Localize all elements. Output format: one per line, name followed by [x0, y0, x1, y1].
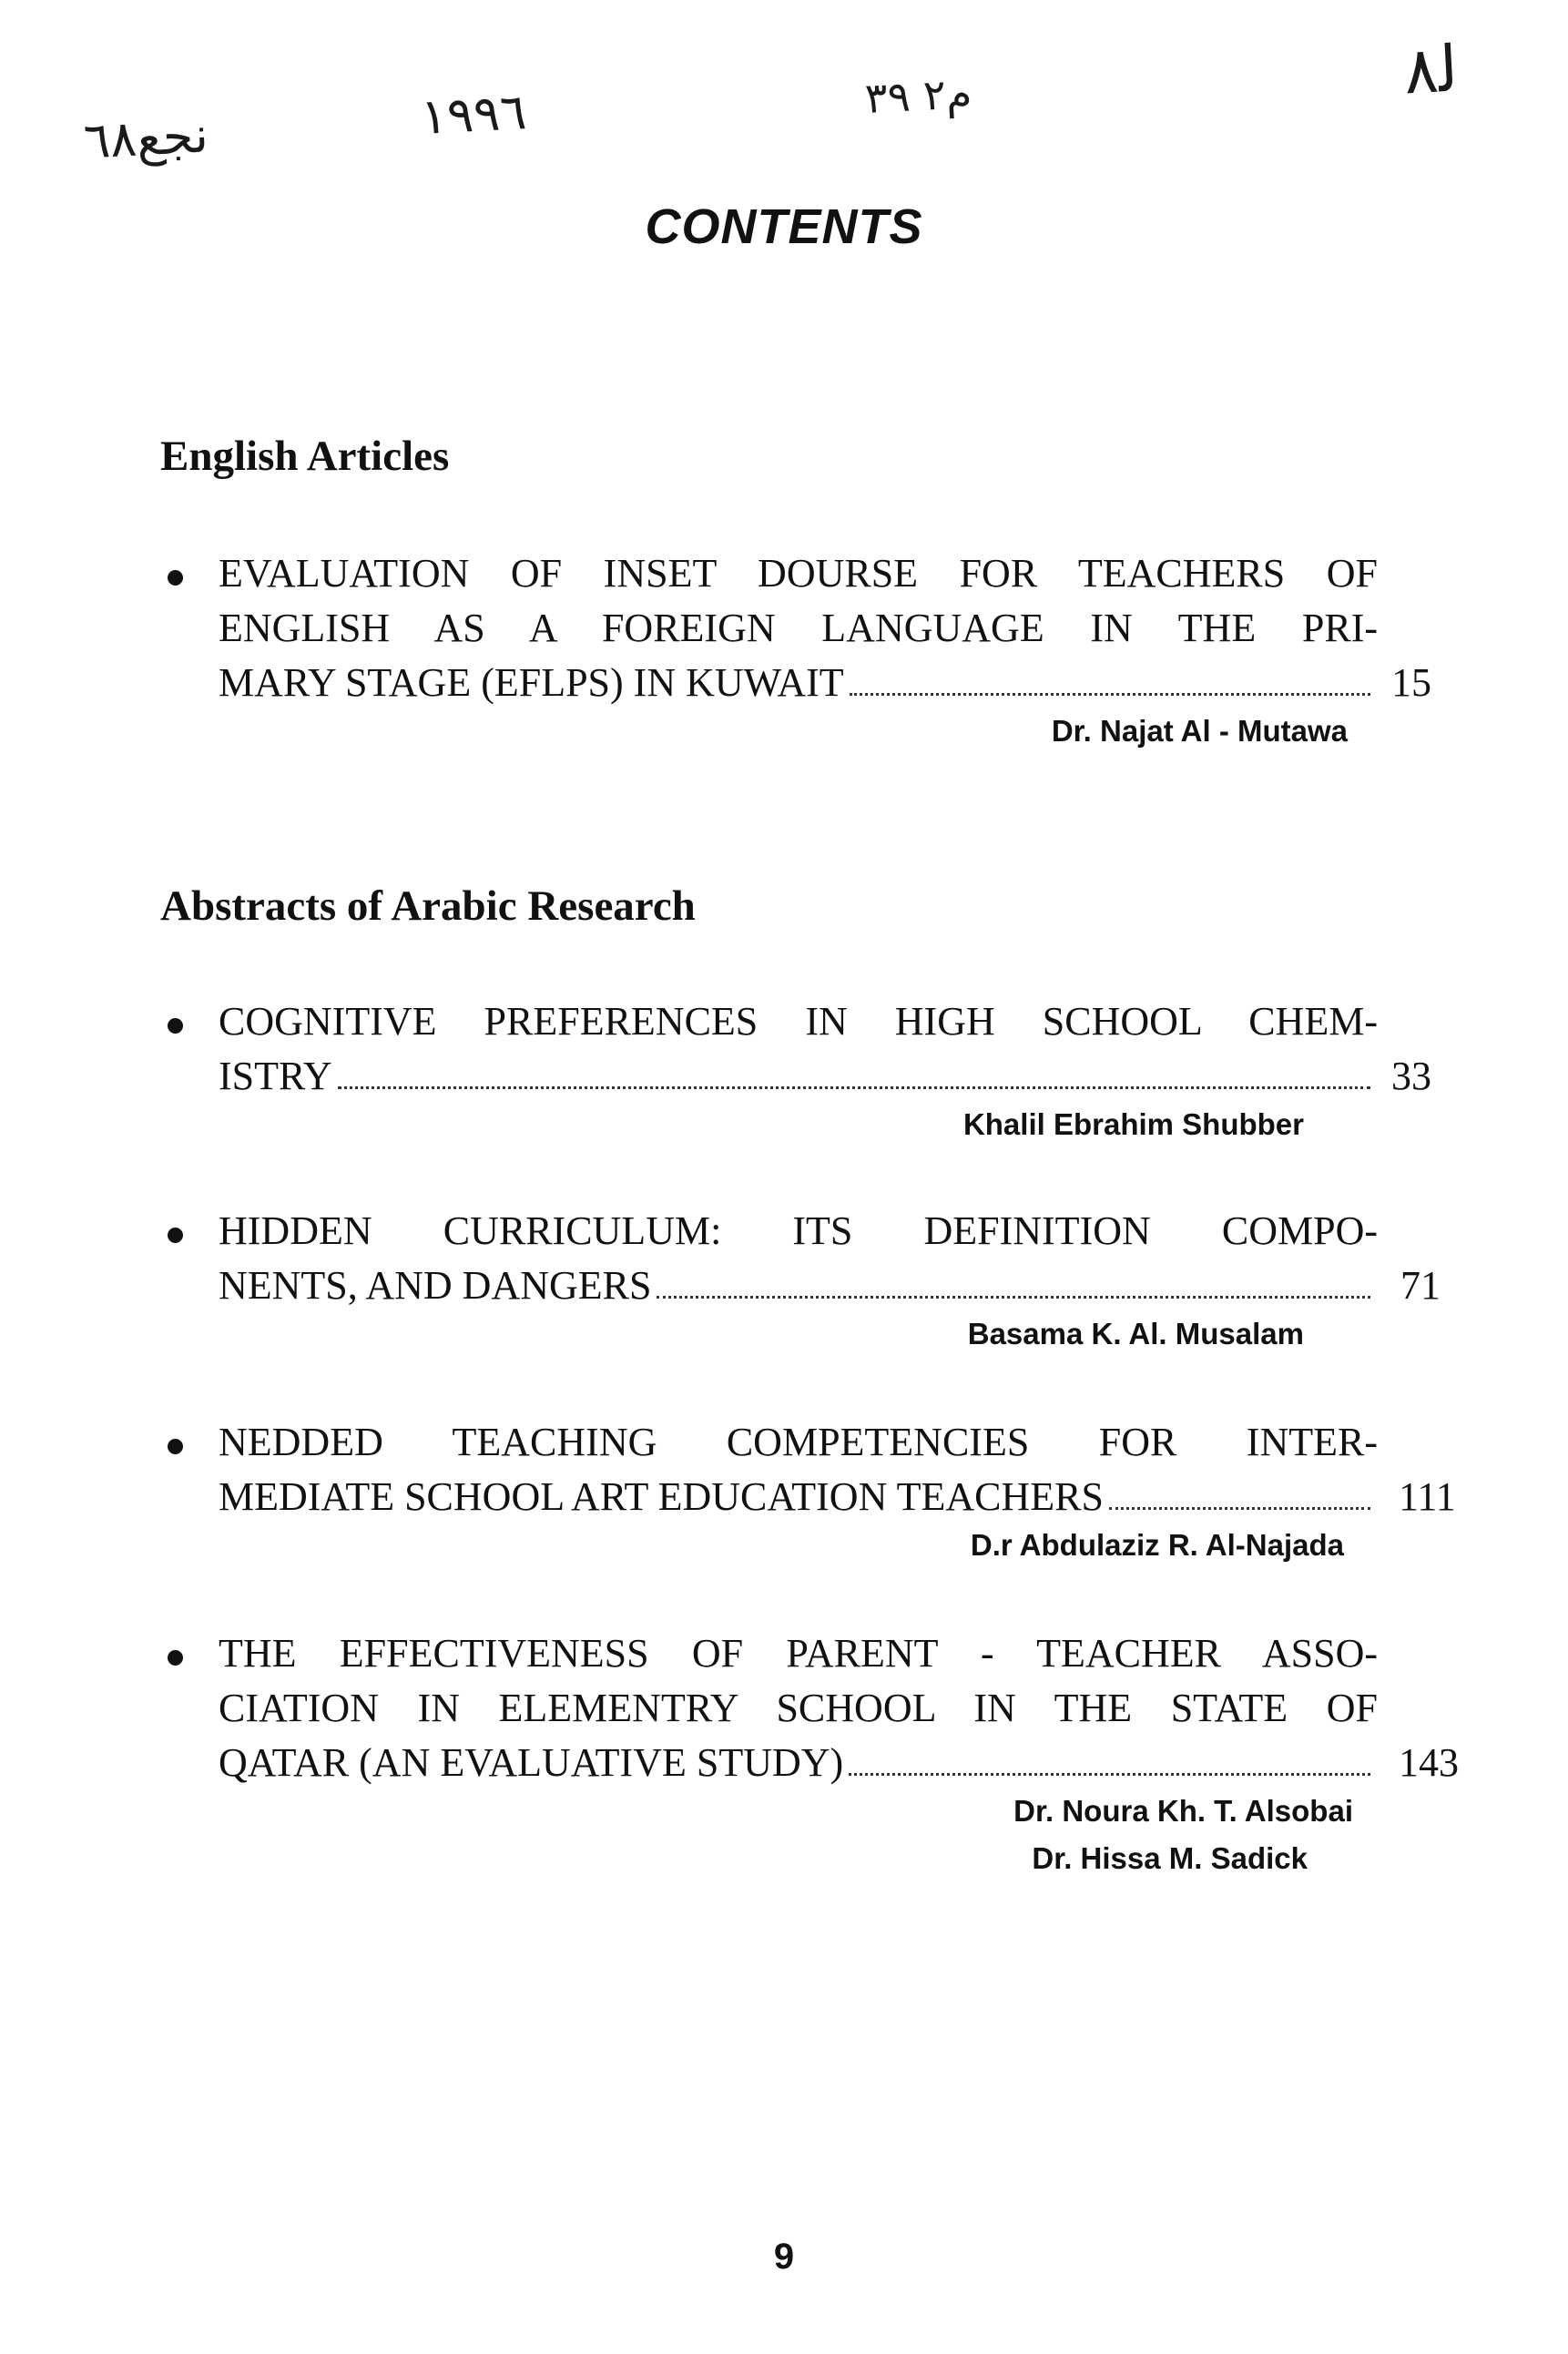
handwritten-note-corner: ﻟ٨ [1401, 31, 1461, 109]
dot-leader [338, 1086, 1370, 1089]
entry-title-text: NENTS, AND DANGERS [219, 1263, 652, 1308]
dot-leader [657, 1296, 1370, 1299]
entry-title-last-line [219, 1736, 1378, 1790]
entry-title-text: MARY STAGE (EFLPS) IN KUWAIT [219, 660, 844, 705]
entry-title-text: ISTRY [219, 1054, 332, 1098]
toc-entry-3 [160, 1204, 1471, 1359]
dot-leader [849, 1773, 1370, 1776]
dot-leader [1109, 1507, 1370, 1510]
entry-title-last-line [219, 1049, 1378, 1104]
page-number: 9 [773, 2237, 795, 2277]
handwritten-note-year: ١٩٩٦ [419, 83, 528, 146]
bullet-icon [168, 1439, 183, 1454]
entry-page-number: 15 [1391, 660, 1431, 705]
entry-page-number: 71 [1400, 1263, 1441, 1308]
entry-author: Khalil Ebrahim Shubber [962, 1107, 1304, 1141]
bullet-icon [168, 1018, 183, 1034]
toc-entry-1 [160, 546, 1471, 756]
page-title: CONTENTS [645, 199, 923, 254]
bullet-icon [168, 1228, 183, 1243]
entry-title-text: QATAR (AN EVALUATIVE STUDY) [219, 1740, 844, 1785]
entry-title-line: CIATION IN ELEMENTRY SCHOOL IN THE STATE OF [219, 1686, 1378, 1730]
entry-title-last-line [219, 1470, 1378, 1524]
entry-author: Dr. Hissa M. Sadick [1032, 1841, 1308, 1875]
entry-author: Dr. Najat Al - Mutawa [1051, 714, 1348, 748]
entry-title-last-line [219, 656, 1378, 710]
entry-title-line: COGNITIVE PREFERENCES IN HIGH SCHOOL CHEM- [219, 999, 1378, 1044]
entry-title-last-line [219, 1259, 1378, 1313]
entry-title-line: HIDDEN CURRICULUM: ITS DEFINITION COMPO- [219, 1208, 1378, 1253]
dot-leader [850, 693, 1370, 696]
entry-author: Dr. Noura Kh. T. Alsobai [1013, 1794, 1353, 1828]
handwritten-note-left: ﻧﺠﻊ٦٨ [82, 106, 210, 170]
entry-page-number: 111 [1399, 1474, 1456, 1519]
bullet-icon [168, 1650, 183, 1666]
entry-title-line: EVALUATION OF INSET DOURSE FOR TEACHERS OF [219, 551, 1378, 596]
entry-title-line: NEDDED TEACHING COMPETENCIES FOR INTER- [219, 1420, 1378, 1464]
entry-page-number: 143 [1399, 1740, 1459, 1785]
entry-title-text: MEDIATE SCHOOL ART EDUCATION TEACHERS [219, 1474, 1104, 1519]
toc-entry-2 [160, 994, 1471, 1149]
toc-entry-4 [160, 1415, 1471, 1570]
entry-title-line: ENGLISH AS A FOREIGN LANGUAGE IN THE PRI- [219, 606, 1378, 650]
bullet-icon [168, 570, 183, 586]
entry-title-line: THE EFFECTIVENESS OF PARENT - TEACHER ASSO- [219, 1631, 1378, 1676]
entry-author: D.r Abdulaziz R. Al-Najada [970, 1528, 1344, 1562]
handwritten-note-issue: م٢ ٣٩ [863, 67, 973, 124]
toc-entry-5 [160, 1626, 1471, 1890]
entry-page-number: 33 [1391, 1054, 1431, 1098]
section-heading-abstracts-arabic-research: Abstracts of Arabic Research [160, 882, 696, 930]
entry-author: Basama K. Al. Musalam [967, 1317, 1304, 1350]
section-heading-english-articles: English Articles [160, 433, 450, 480]
